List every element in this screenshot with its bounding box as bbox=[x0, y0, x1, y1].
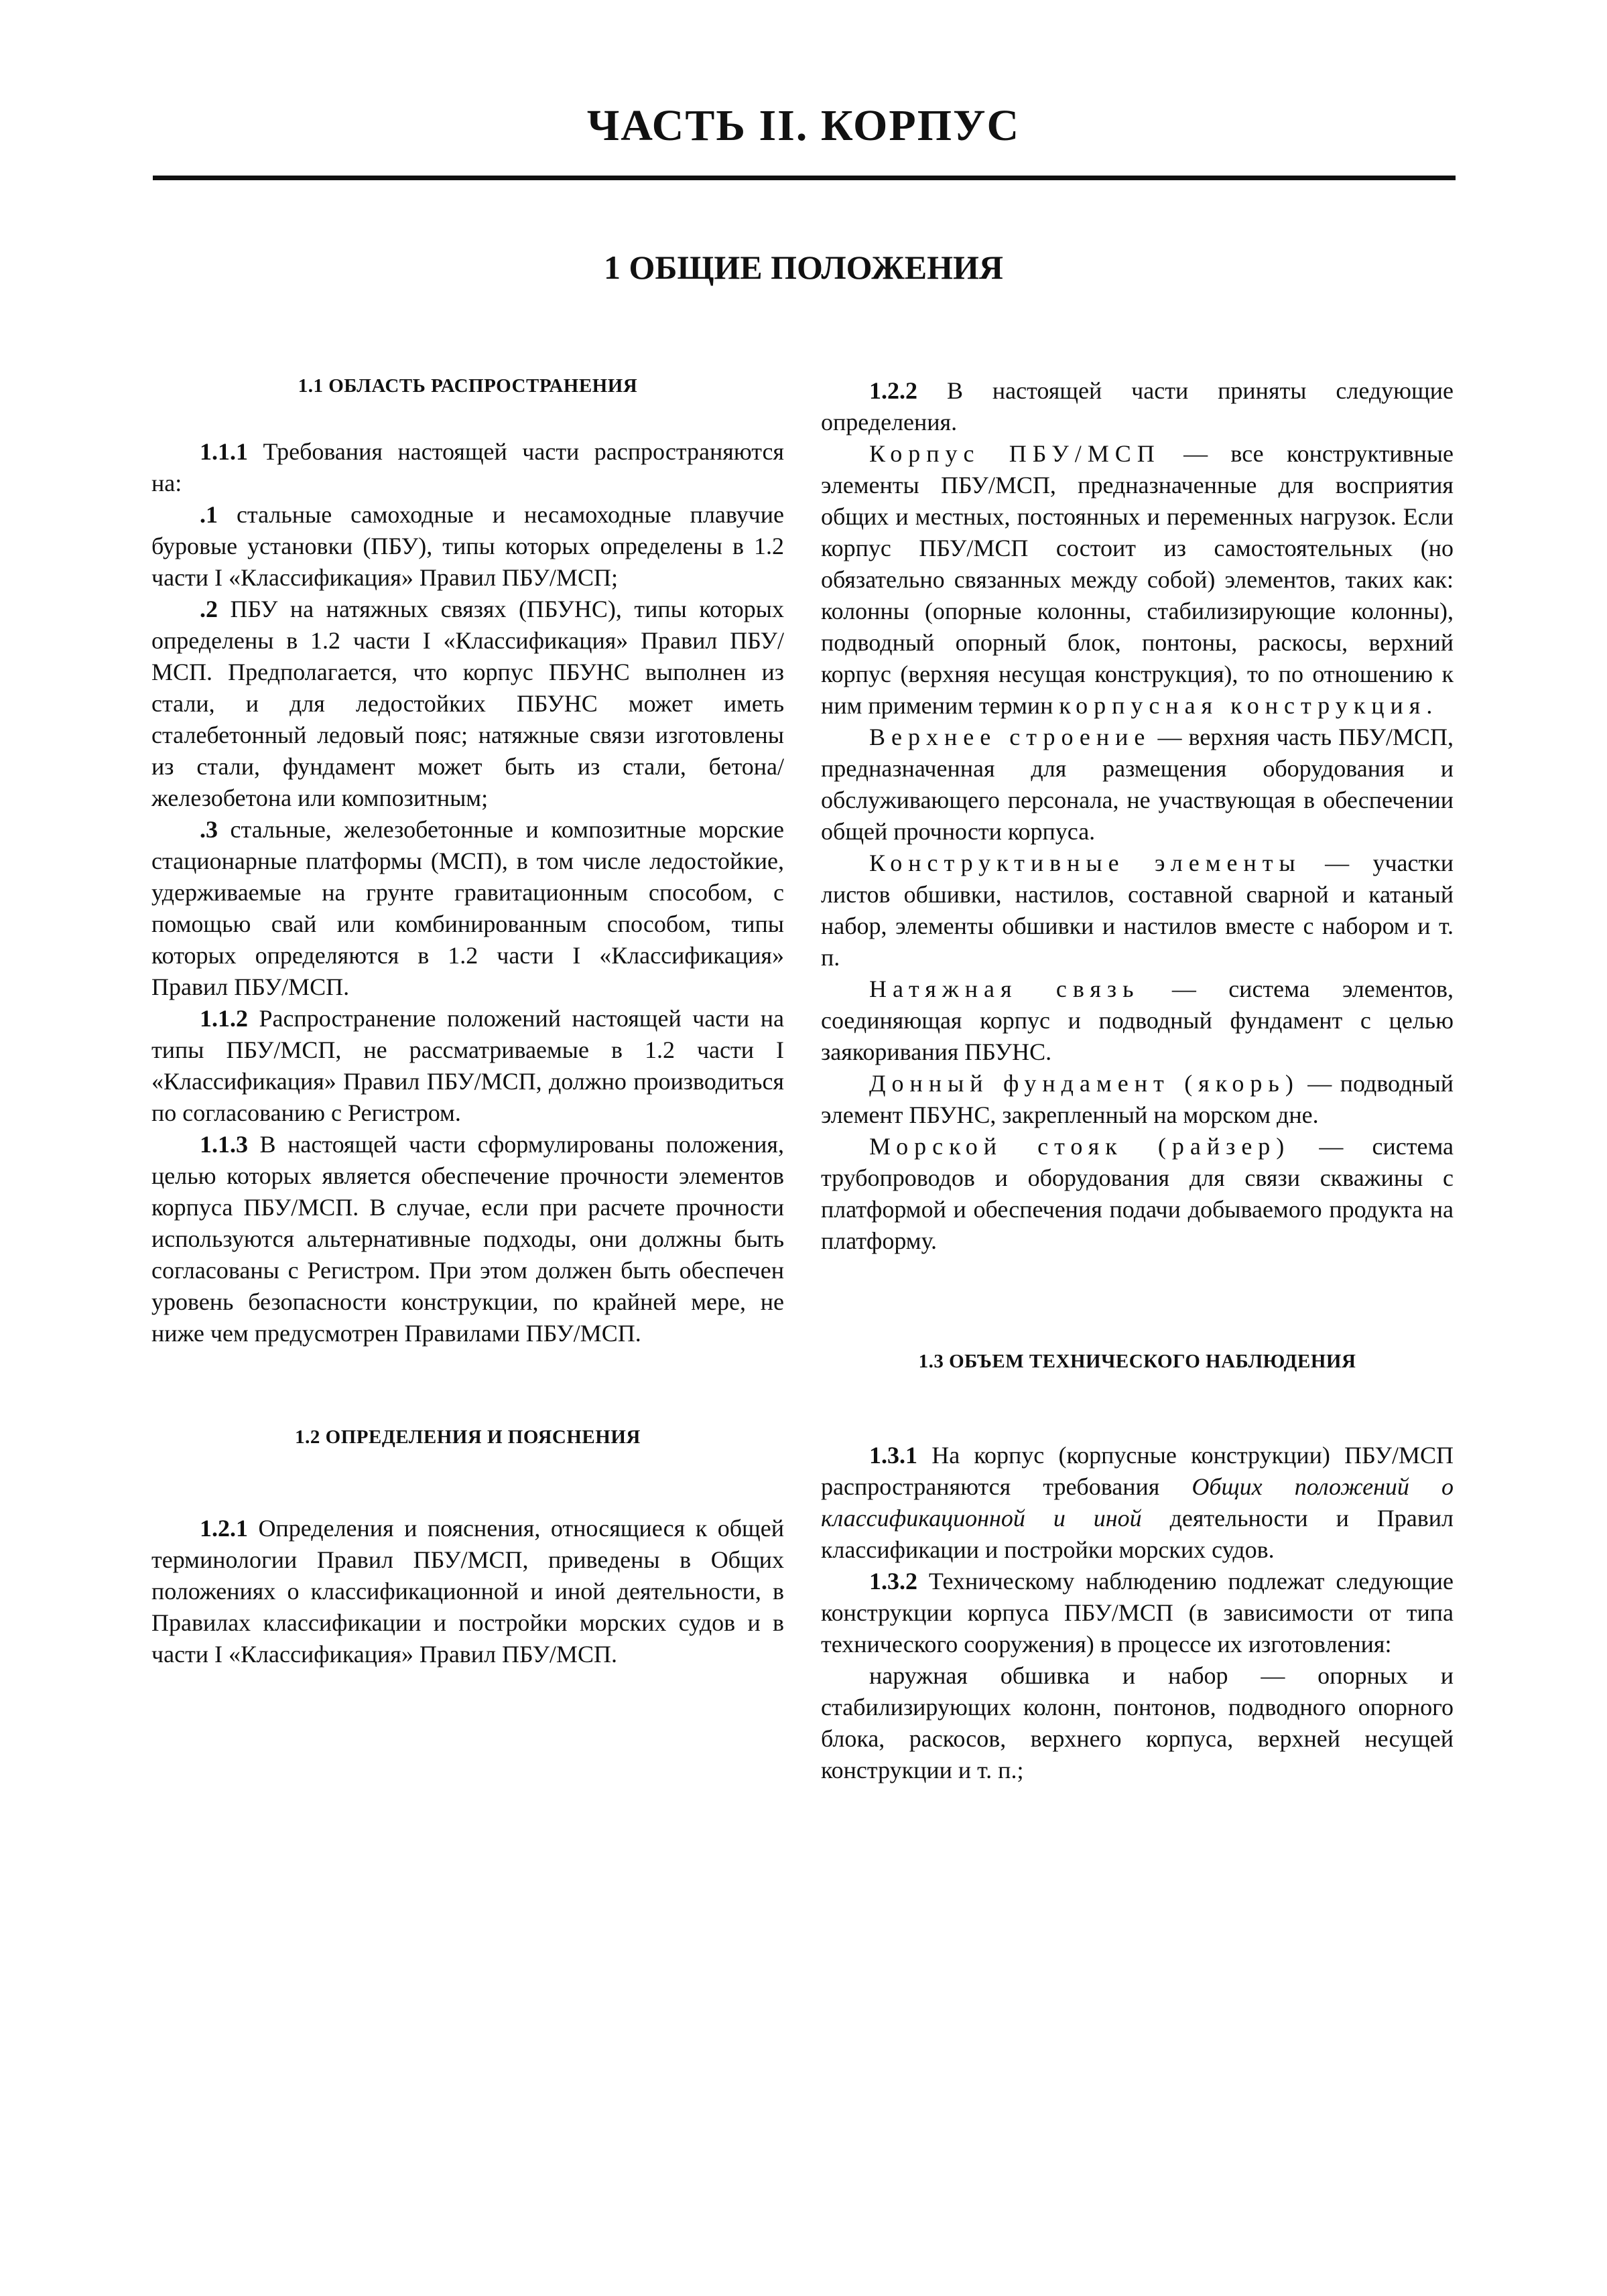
term: Конструктивные элементы bbox=[869, 850, 1301, 876]
definition-text: — верхняя часть ПБУ/МСП, предназначенная для размещения оборудования и обслуживающего персонала, не участвующая в обеспечении общей прочности корпуса. bbox=[821, 724, 1454, 845]
para-number: 1.1.2 bbox=[200, 1005, 248, 1032]
para-text: В настоящей части сформулированы положения, целью которых является обеспечение прочности элементов корпуса ПБУ/МСП. В случае, если при расчете прочности используются альтернативные подходы, они должны быть согласованы с Регистром. При этом должен быть обеспечен уровень безопасности конструкции, по крайней мере, не ниже чем предусмотрен Правилами ПБУ/МСП. bbox=[151, 1131, 784, 1347]
left-column bbox=[151, 375, 784, 1670]
para-text: Распространение положений настоящей части на типы ПБУ/МСП, не рассматриваемые в 1.2 части I «Классификация» Правил ПБУ/МСП, должно производиться по согласованию с Регистром. bbox=[151, 1005, 784, 1126]
term-hull-structure: корпусная конструкция bbox=[1059, 692, 1427, 719]
para-1-1-2 bbox=[151, 1003, 784, 1129]
item-number: .1 bbox=[200, 501, 218, 528]
term: Верхнее строение bbox=[869, 724, 1151, 750]
para-1-3-2-item bbox=[821, 1660, 1454, 1786]
part-title: ЧАСТЬ II. КОРПУС bbox=[586, 101, 1021, 150]
item-number: .2 bbox=[200, 596, 218, 622]
para-text: Требования настоящей части распространяются на: bbox=[151, 438, 784, 496]
heading-1-3: 1.3 ОБЪЕМ ТЕХНИЧЕСКОГО НАБЛЮДЕНИЯ bbox=[918, 1351, 1356, 1372]
para-1-1-3 bbox=[151, 1129, 784, 1349]
definition-text: — система трубопроводов и оборудования для связи скважины с платформой и обеспечения подачи добываемого продукта на платформу. bbox=[821, 1133, 1454, 1254]
heading-1-2: 1.2 ОПРЕДЕЛЕНИЯ И ПОЯСНЕНИЯ bbox=[295, 1426, 641, 1448]
para-italic-text: Общих положений о классификационной и иной bbox=[821, 1473, 1454, 1532]
para-1-3-1 bbox=[821, 1440, 1454, 1566]
list-item-1 bbox=[151, 499, 784, 594]
definition-riser bbox=[821, 1131, 1454, 1257]
para-number: 1.2.2 bbox=[869, 377, 917, 404]
definition-foundation bbox=[821, 1068, 1454, 1131]
para-1-3-2 bbox=[821, 1566, 1454, 1660]
para-text: На корпус (корпусные конструкции) ПБУ/МСП распространяются требования bbox=[821, 1442, 1454, 1500]
definition-end: . bbox=[1426, 692, 1433, 719]
definition-tendon bbox=[821, 973, 1454, 1068]
term: Корпус ПБУ/МСП bbox=[869, 440, 1161, 467]
list-item-2 bbox=[151, 594, 784, 814]
item-text: стальные самоходные и несамоходные плавучие буровые установки (ПБУ), типы которых определены в 1.2 части I «Классификация» Правил ПБУ/МСП; bbox=[151, 501, 784, 591]
section-title: 1 ОБЩИЕ ПОЛОЖЕНИЯ bbox=[604, 249, 1003, 286]
term: Донный фундамент (якорь) bbox=[869, 1070, 1299, 1097]
para-number: 1.3.1 bbox=[869, 1442, 917, 1469]
definition-text: — система элементов, соединяющая корпус и подводный фундамент с целью заякоривания ПБУНС. bbox=[821, 975, 1454, 1065]
term: Натяжная связь bbox=[869, 975, 1140, 1002]
item-number: .3 bbox=[200, 816, 218, 843]
para-text: Определения и пояснения, относящиеся к общей терминологии Правил ПБУ/МСП, приведены в Общих положениях о классификационной и иной деятельности, в Правилах классификации и постройки морских судов и в части I «Классификация» Правил ПБУ/МСП. bbox=[151, 1515, 784, 1668]
definition-structural-members bbox=[821, 848, 1454, 973]
para-text-end: деятельности и Правил классификации и постройки морских судов. bbox=[821, 1505, 1454, 1563]
para-text: В настоящей части приняты следующие определения. bbox=[821, 377, 1454, 435]
title-rule bbox=[153, 176, 1456, 180]
para-number: 1.1.3 bbox=[200, 1131, 248, 1158]
para-number: 1.1.1 bbox=[200, 438, 248, 465]
item-text: ПБУ на натяжных связях (ПБУНС), типы которых определены в 1.2 части I «Классификация» Правил ПБУ/МСП. Предполагается, что корпус ПБУНС выполнен из стали, и для ледостойких ПБУНС может иметь сталебетонный ледовый пояс; натяжные связи изготовлены из стали, фундамент может быть из стали, бетона/железобетона или композитным; bbox=[151, 596, 784, 811]
para-number: 1.2.1 bbox=[200, 1515, 248, 1542]
definition-text: — участки листов обшивки, настилов, составной сварной и катаный набор, элементы обшивки и настилов вместе с набором и т. п. bbox=[821, 850, 1454, 971]
para-number: 1.3.2 bbox=[869, 1568, 917, 1595]
definition-text: — подводный элемент ПБУНС, закрепленный на морском дне. bbox=[821, 1070, 1454, 1128]
term: Морской стояк (райзер) bbox=[869, 1133, 1291, 1160]
right-column bbox=[821, 375, 1454, 1786]
definition-hull bbox=[821, 438, 1454, 722]
definition-topsides bbox=[821, 722, 1454, 848]
para-1-2-1 bbox=[151, 1513, 784, 1670]
heading-1-1: 1.1 ОБЛАСТЬ РАСПРОСТРАНЕНИЯ bbox=[298, 375, 638, 397]
para-1-2-2 bbox=[821, 375, 1454, 438]
para-text: Техническому наблюдению подлежат следующие конструкции корпуса ПБУ/МСП (в зависимости от типа технического сооружения) в процессе их изготовления: bbox=[821, 1568, 1454, 1658]
list-item-3 bbox=[151, 814, 784, 1003]
para-1-1-1 bbox=[151, 436, 784, 499]
para-text: наружная обшивка и набор — опорных и стабилизирующих колонн, понтонов, подводного опорного блока, раскосов, верхнего корпуса, верхней несущей конструкции и т. п.; bbox=[821, 1662, 1454, 1783]
definition-text: — все конструктивные элементы ПБУ/МСП, предназначенные для восприятия общих и местных, постоянных и переменных нагрузок. Если корпус ПБУ/МСП состоит из самостоятельных (но обязательно связанных между собой) элементов, таких как: колонны (опорные колонны, стабилизирующие колонны), подводный опорный блок, понтоны, раскосы, верхний корпус (верхняя несущая конструкция), то по отношению к ним применим термин bbox=[821, 440, 1454, 719]
item-text: стальные, железобетонные и композитные морские стационарные платформы (МСП), в том числе ледостойкие, удерживаемые на грунте гравитационным способом, с помощью свай или комбинированным способом, типы которых определяются в 1.2 части I «Классификация» Правил ПБУ/МСП. bbox=[151, 816, 784, 1000]
